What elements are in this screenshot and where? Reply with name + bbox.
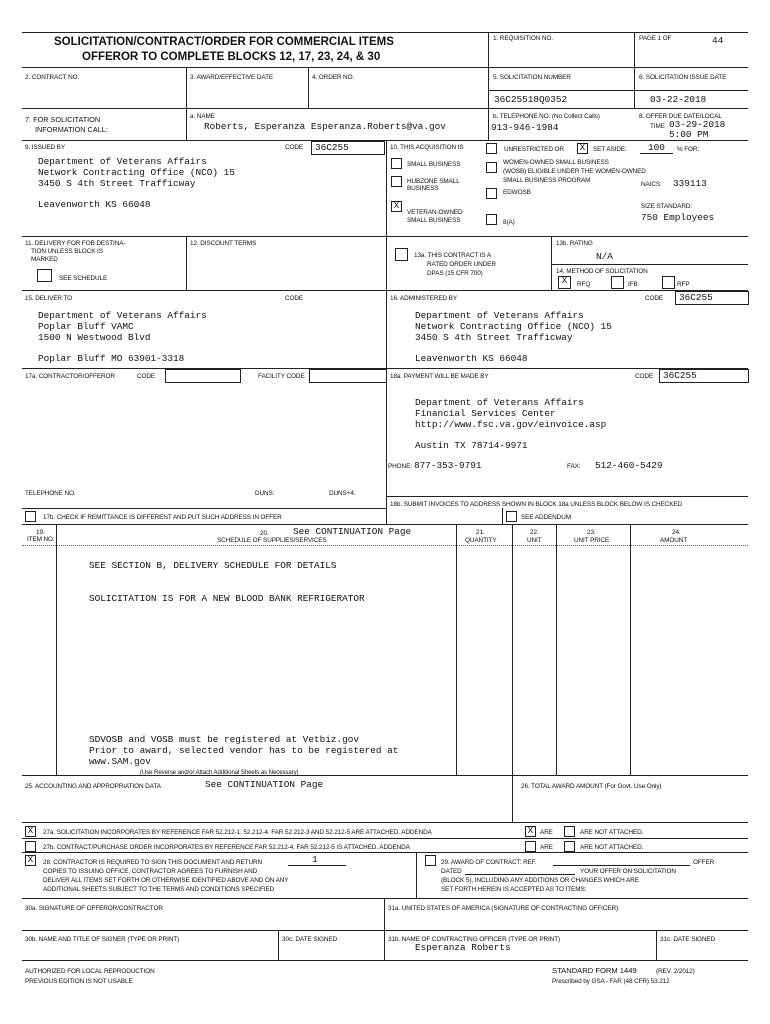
form-prescribed: Prescribed by GSA - FAR (48 CFR) 53.212: [552, 978, 670, 985]
accounting-label: 25. ACCOUNTING AND APPROPRIATION DATA: [25, 783, 161, 790]
rule: [488, 32, 489, 140]
rule: [186, 67, 187, 140]
delivery-fob-label: 11. DELIVERY FOR FOB DESTINA-: [25, 240, 126, 247]
accounting-value: See CONTINUATION Page: [205, 779, 324, 790]
contracting-officer-label: 31b. NAME OF CONTRACTING OFFICER (TYPE OR PRINT): [388, 936, 561, 943]
far-27a-label: 27a. SOLICITATION INCORPORATES BY REFERENCE FAR 52.212-1, 52.212-4. FAR 52.212-3 AND 52.212-5 ARE ATTACHED. ADDENDA: [43, 829, 432, 836]
rule: [634, 32, 635, 108]
requisition-label: 1. REQUISITION NO.: [493, 35, 553, 42]
unrestricted-checkbox[interactable]: [486, 143, 497, 154]
deliver-to-line: Department of Veterans Affairs: [38, 310, 207, 321]
award-dated-label: YOUR OFFER ON SOLICITATION: [580, 868, 676, 875]
administered-by-label: 16. ADMINISTERED BY: [390, 295, 457, 302]
solicitation-number-label: 5. SOLICITATION NUMBER: [493, 74, 571, 81]
rule: [22, 524, 748, 525]
schedule-line: Prior to award, selected vendor has to be registered at: [89, 745, 399, 756]
award-dated-label: DATED: [441, 868, 462, 875]
issue-date: 03-22-2018: [650, 94, 707, 105]
for-info-label: 7. FOR SOLICITATION INFORMATION CALL:: [25, 115, 108, 134]
rule: [556, 524, 557, 775]
sign-required-label: 28. CONTRACTOR IS REQUIRED TO SIGN THIS DOCUMENT AND RETURN: [43, 859, 262, 866]
deliver-to-label: 15. DELIVER TO: [25, 295, 73, 302]
rule: [22, 822, 748, 823]
footer-previous: PREVIOUS EDITION IS NOT USABLE: [25, 978, 133, 985]
issued-by-label: 9. ISSUED BY: [25, 144, 65, 151]
rule: [488, 90, 748, 91]
set-aside-percent: 100: [648, 142, 665, 153]
issued-by-line: 3450 S 4th Street Trafficway: [38, 178, 196, 189]
copies-underline: [288, 865, 346, 866]
see-schedule-checkbox[interactable]: [37, 269, 52, 282]
rule: [22, 838, 748, 839]
col-unit-price: UNIT PRICE: [574, 537, 610, 544]
payment-line: http://www.fsc.va.gov/einvoice.asp: [415, 419, 607, 430]
wosb-checkbox[interactable]: [486, 162, 497, 173]
schedule-line: www.SAM.gov: [89, 756, 151, 767]
discount-terms-label: 12. DISCOUNT TERMS: [190, 240, 257, 247]
administered-by-city: Leavenworth KS 66048: [415, 353, 528, 364]
name-label: a. NAME: [190, 113, 215, 120]
rule: [551, 236, 552, 290]
award-date-label: 3. AWARD/EFFECTIVE DATE: [190, 74, 274, 81]
issued-by-city: Leavenworth KS 66048: [38, 199, 151, 210]
deliver-to-line: 1500 N Westwood Blvd: [38, 332, 151, 343]
rated-order-label: RATED ORDER UNDER: [427, 261, 496, 268]
administered-code: 36C255: [679, 292, 713, 303]
rfq-checkbox[interactable]: X: [558, 276, 571, 289]
sign-required-label: ADDITIONAL SHEETS SUBJECT TO THE TERMS AND CONDITIONS SPECIFIED: [43, 886, 275, 893]
27a-are-checkbox[interactable]: X: [525, 826, 536, 837]
hubzone-label: HUBZONE SMALL: [407, 178, 460, 185]
payment-by-label: 18a. PAYMENT WILL BE MADE BY: [390, 373, 489, 380]
award-offer-label: OFFER: [693, 859, 715, 866]
form-number: STANDARD FORM 1449: [552, 966, 637, 975]
rule: [456, 524, 457, 775]
rule: [22, 67, 748, 68]
rule: [630, 524, 631, 775]
signer-name-label: 30b. NAME AND TITLE OF SIGNER (TYPE OR PRINT): [25, 936, 180, 943]
award-dated-underline: [465, 874, 575, 875]
copies-count: 1: [312, 854, 318, 865]
rule: [22, 290, 748, 291]
ifb-label: IFB: [628, 281, 638, 288]
payment-line: Department of Veterans Affairs: [415, 397, 584, 408]
col-quantity: 21.: [476, 529, 485, 536]
size-standard-label: SIZE STANDARD:: [641, 203, 693, 210]
rule: [656, 930, 657, 960]
administered-by-line: Department of Veterans Affairs: [415, 310, 584, 321]
col-schedule: SCHEDULE OF SUPPLIES/SERVICES: [217, 537, 327, 544]
facility-code-input[interactable]: [309, 369, 387, 383]
page-total: 44: [712, 35, 724, 46]
time-label: TIME: [650, 123, 665, 130]
duns4-label: DUNS+4:: [329, 490, 356, 497]
contact-name: Roberts, Esperanza Esperanza.Roberts@va.gov: [204, 121, 446, 132]
col-unit-price: 23.: [587, 529, 596, 536]
27b-are-label: ARE: [540, 844, 553, 851]
unrestricted-label: UNRESTRICTED OR: [504, 146, 564, 153]
naics-label: NAICS:: [641, 181, 662, 188]
rule: [551, 264, 748, 265]
sign-required-checkbox[interactable]: X: [25, 855, 36, 866]
rule: [22, 852, 748, 853]
set-aside-label: SET ASIDE:: [593, 146, 627, 153]
payment-phone-label: PHONE:: [388, 463, 412, 470]
contracting-officer-name: Esperanza Roberts: [415, 942, 511, 953]
usa-signature-label: 31a. UNITED STATES OF AMERICA (SIGNATURE OF CONTRACTING OFFICER): [388, 905, 619, 912]
schedule-line: SOLICITATION IS FOR A NEW BLOOD BANK REFRIGERATOR: [89, 593, 365, 604]
remittance-label: 17b. CHECK IF REMITTANCE IS DIFFERENT AND PUT SUCH ADDRESS IN OFFER: [43, 514, 282, 521]
rule: [384, 898, 385, 960]
order-no-label: 4. ORDER NO.: [312, 74, 355, 81]
offer-due-date: 03-29-2018: [669, 119, 726, 130]
contractor-code-label: CODE: [137, 373, 156, 380]
footer-authorized: AUTHORIZED FOR LOCAL REPRODUCTION: [25, 968, 155, 975]
27a-are-not-label: ARE NOT ATTACHED.: [580, 829, 644, 836]
col-amount: 24.: [672, 529, 681, 536]
form-subtitle: OFFEROR TO COMPLETE BLOCKS 12, 17, 23, 24, & 30: [82, 51, 381, 63]
small-business-checkbox[interactable]: [391, 158, 402, 169]
submit-invoices-label: 18b. SUBMIT INVOICES TO ADDRESS SHOWN IN BLOCK 18a UNLESS BLOCK BELOW IS CHECKED: [390, 501, 683, 508]
set-aside-checkbox[interactable]: X: [577, 143, 588, 154]
method-label: 14. METHOD OF SOLICITATION: [556, 268, 648, 275]
wosb-label: (WOSB) ELIGIBLE UNDER THE WOMEN-OWNED: [503, 168, 646, 175]
hubzone-label: BUSINESS: [407, 185, 439, 192]
col-unit: 22.: [530, 529, 539, 536]
award-text: (BLOCK 5), INCLUDING ANY ADDITIONS OR CHANGES WHICH ARE: [441, 877, 639, 884]
issued-by-code: 36C255: [315, 142, 349, 153]
rule: [22, 930, 748, 931]
rule: [22, 960, 748, 961]
rule: [22, 108, 748, 109]
pct-for-label: % FOR:: [677, 146, 700, 153]
ifb-checkbox[interactable]: [611, 276, 624, 289]
eight-a-label: 8(A): [503, 219, 515, 226]
rule: [56, 524, 57, 775]
delivery-fob-label: TION UNLESS BLOCK IS: [31, 248, 103, 255]
col-item-no: 19.: [36, 529, 45, 536]
naics-code: 339113: [673, 178, 707, 189]
rule: [22, 898, 748, 899]
rating-label: 13b. RATING: [556, 240, 593, 247]
far-27b-label: 27b. CONTRACT/PURCHASE ORDER INCORPORATES BY REFERENCE FAR 52.212-4. FAR 52.212-5 IS ATTACHED. ADDENDA: [43, 844, 410, 851]
rated-order-checkbox[interactable]: [395, 248, 408, 261]
contractor-code-input[interactable]: [165, 369, 241, 383]
date-signed-label: 30c. DATE SIGNED: [282, 936, 338, 943]
rule: [308, 67, 309, 108]
col-unit: UNIT: [527, 537, 542, 544]
form-title: SOLICITATION/CONTRACT/ORDER FOR COMMERCIAL ITEMS: [54, 36, 394, 48]
veteran-owned-checkbox[interactable]: X: [391, 201, 402, 212]
col-quantity: QUANTITY: [465, 537, 497, 544]
rule: [416, 852, 417, 898]
rated-order-label: 13a. THIS CONTRACT IS A: [414, 252, 492, 259]
telephone-no-label: TELEPHONE NO.: [25, 490, 76, 497]
award-checkbox[interactable]: [425, 855, 436, 866]
rule: [512, 524, 513, 822]
delivery-fob-label: MARKED: [31, 256, 58, 263]
rfp-label: RFP: [677, 281, 690, 288]
issue-date-label: 6. SOLICITATION ISSUE DATE: [639, 74, 727, 81]
27b-are-not-checkbox[interactable]: [564, 841, 575, 852]
sign-required-label: COPIES TO ISSUING OFFICE. CONTRACTOR AGREES TO FURNISH AND: [43, 868, 258, 875]
duns-label: DUNS:: [255, 490, 275, 497]
acquisition-label: 10. THIS ACQUISITION IS: [390, 144, 464, 151]
award-text: SET FORTH HEREIN IS ACCEPTED AS TO ITEMS:: [441, 886, 587, 893]
administered-by-line: 3450 S 4th Street Trafficway: [415, 332, 573, 343]
schedule-line: SEE SECTION B, DELIVERY SCHEDULE FOR DETAILS: [89, 560, 337, 571]
veteran-owned-label: VETERAN-OWNED: [407, 209, 463, 216]
rfq-label: RFQ: [577, 281, 591, 288]
small-business-label: SMALL BUSINESS: [407, 161, 461, 168]
issued-by-line: Network Contracting Office (NCO) 15: [38, 167, 235, 178]
rule: [22, 236, 748, 237]
issued-by-code-label: CODE: [285, 144, 304, 151]
col-schedule: 20.: [260, 530, 269, 537]
offer-due-time: 5:00 PM: [669, 129, 709, 140]
rfp-checkbox[interactable]: [662, 276, 675, 289]
rule: [186, 236, 187, 290]
eight-a-checkbox[interactable]: [486, 214, 497, 225]
edwosb-checkbox[interactable]: [486, 188, 497, 199]
27a-are-label: ARE: [540, 829, 553, 836]
total-award-label: 26. TOTAL AWARD AMOUNT (For Govt. Use Only): [521, 783, 662, 790]
telephone-label: b. TELEPHONE NO. (No Collect Calls): [493, 113, 600, 120]
edwosb-label: EDWOSB: [503, 189, 531, 196]
administered-code-label: CODE: [645, 295, 664, 302]
27b-are-checkbox[interactable]: [525, 841, 536, 852]
page-label: PAGE 1 OF: [639, 35, 672, 42]
deliver-to-code-label: CODE: [285, 295, 304, 302]
issued-by-line: Department of Veterans Affairs: [38, 156, 207, 167]
payment-city: Austin TX 78714-9971: [415, 440, 528, 451]
rated-order-label: DPAS (15 CFR 700): [427, 270, 483, 277]
see-addendum-checkbox[interactable]: [506, 511, 517, 522]
continuation-page: See CONTINUATION Page: [293, 526, 412, 537]
contractor-label: 17a. CONTRACTOR/OFFEROR: [25, 373, 115, 380]
payment-phone: 877-353-9791: [414, 460, 482, 471]
offeror-signature-label: 30a. SIGNATURE OF OFFEROR/CONTRACTOR: [25, 905, 163, 912]
award-ref-underline: [553, 865, 690, 866]
rule: [502, 508, 503, 524]
far-27a-checkbox[interactable]: X: [25, 826, 36, 837]
27b-are-not-label: ARE NOT ATTACHED.: [580, 844, 644, 851]
offer-due-label: 8. OFFER DUE DATE/LOCAL: [639, 113, 722, 120]
hubzone-checkbox[interactable]: [391, 176, 402, 187]
far-27b-checkbox[interactable]: [25, 841, 36, 852]
col-item-no: ITEM NO.: [27, 536, 55, 543]
rule: [22, 508, 386, 509]
payment-line: Financial Services Center: [415, 408, 556, 419]
remittance-checkbox[interactable]: [25, 511, 36, 522]
facility-code-label: FACILITY CODE: [258, 373, 305, 380]
deliver-to-line: Poplar Bluff VAMC: [38, 321, 134, 332]
rule: [22, 775, 748, 776]
payment-fax: 512-460-5429: [595, 460, 663, 471]
reverse-note: (Use Reverse and/or Attach Additional Sheets as Necessary): [140, 769, 299, 776]
pct-underline: [640, 153, 673, 154]
payment-fax-label: FAX:: [567, 463, 581, 470]
form-revision: (REV. 2/2012): [656, 968, 695, 975]
payment-code: 36C255: [663, 370, 697, 381]
solicitation-number: 36C25518Q0352: [494, 94, 568, 105]
see-addendum-label: SEE ADDENDUM: [521, 514, 571, 521]
administered-by-line: Network Contracting Office (NCO) 15: [415, 321, 612, 332]
veteran-owned-label: SMALL BUSINESS: [407, 217, 461, 224]
see-schedule-label: SEE SCHEDULE: [59, 275, 108, 282]
officer-date-label: 31c. DATE SIGNED: [660, 936, 716, 943]
rule: [22, 140, 748, 141]
size-standard: 750 Employees: [641, 212, 715, 223]
rule: [22, 32, 748, 33]
wosb-label: SMALL BUSINESS PROGRAM: [503, 177, 591, 184]
col-amount: AMOUNT: [660, 537, 688, 544]
wosb-label: WOMEN-OWNED SMALL BUSINESS: [503, 159, 609, 166]
rule: [22, 545, 748, 546]
award-label: 29. AWARD OF CONTRACT: REF.: [441, 859, 537, 866]
payment-code-label: CODE: [635, 373, 654, 380]
schedule-line: SDVOSB and VOSB must be registered at Vetbiz.gov: [89, 734, 360, 745]
rating-value: N/A: [596, 251, 613, 262]
rule: [386, 496, 748, 497]
rule: [278, 930, 279, 960]
rule: [386, 140, 387, 524]
sign-required-label: DELIVER ALL ITEMS SET FORTH OR OTHERWISE IDENTIFIED ABOVE AND ON ANY: [43, 877, 289, 884]
telephone: 913-946-1984: [491, 122, 559, 133]
27a-are-not-checkbox[interactable]: [564, 826, 575, 837]
deliver-to-city: Poplar Bluff MO 63901-3318: [38, 353, 185, 364]
contract-no-label: 2. CONTRACT NO.: [25, 74, 80, 81]
